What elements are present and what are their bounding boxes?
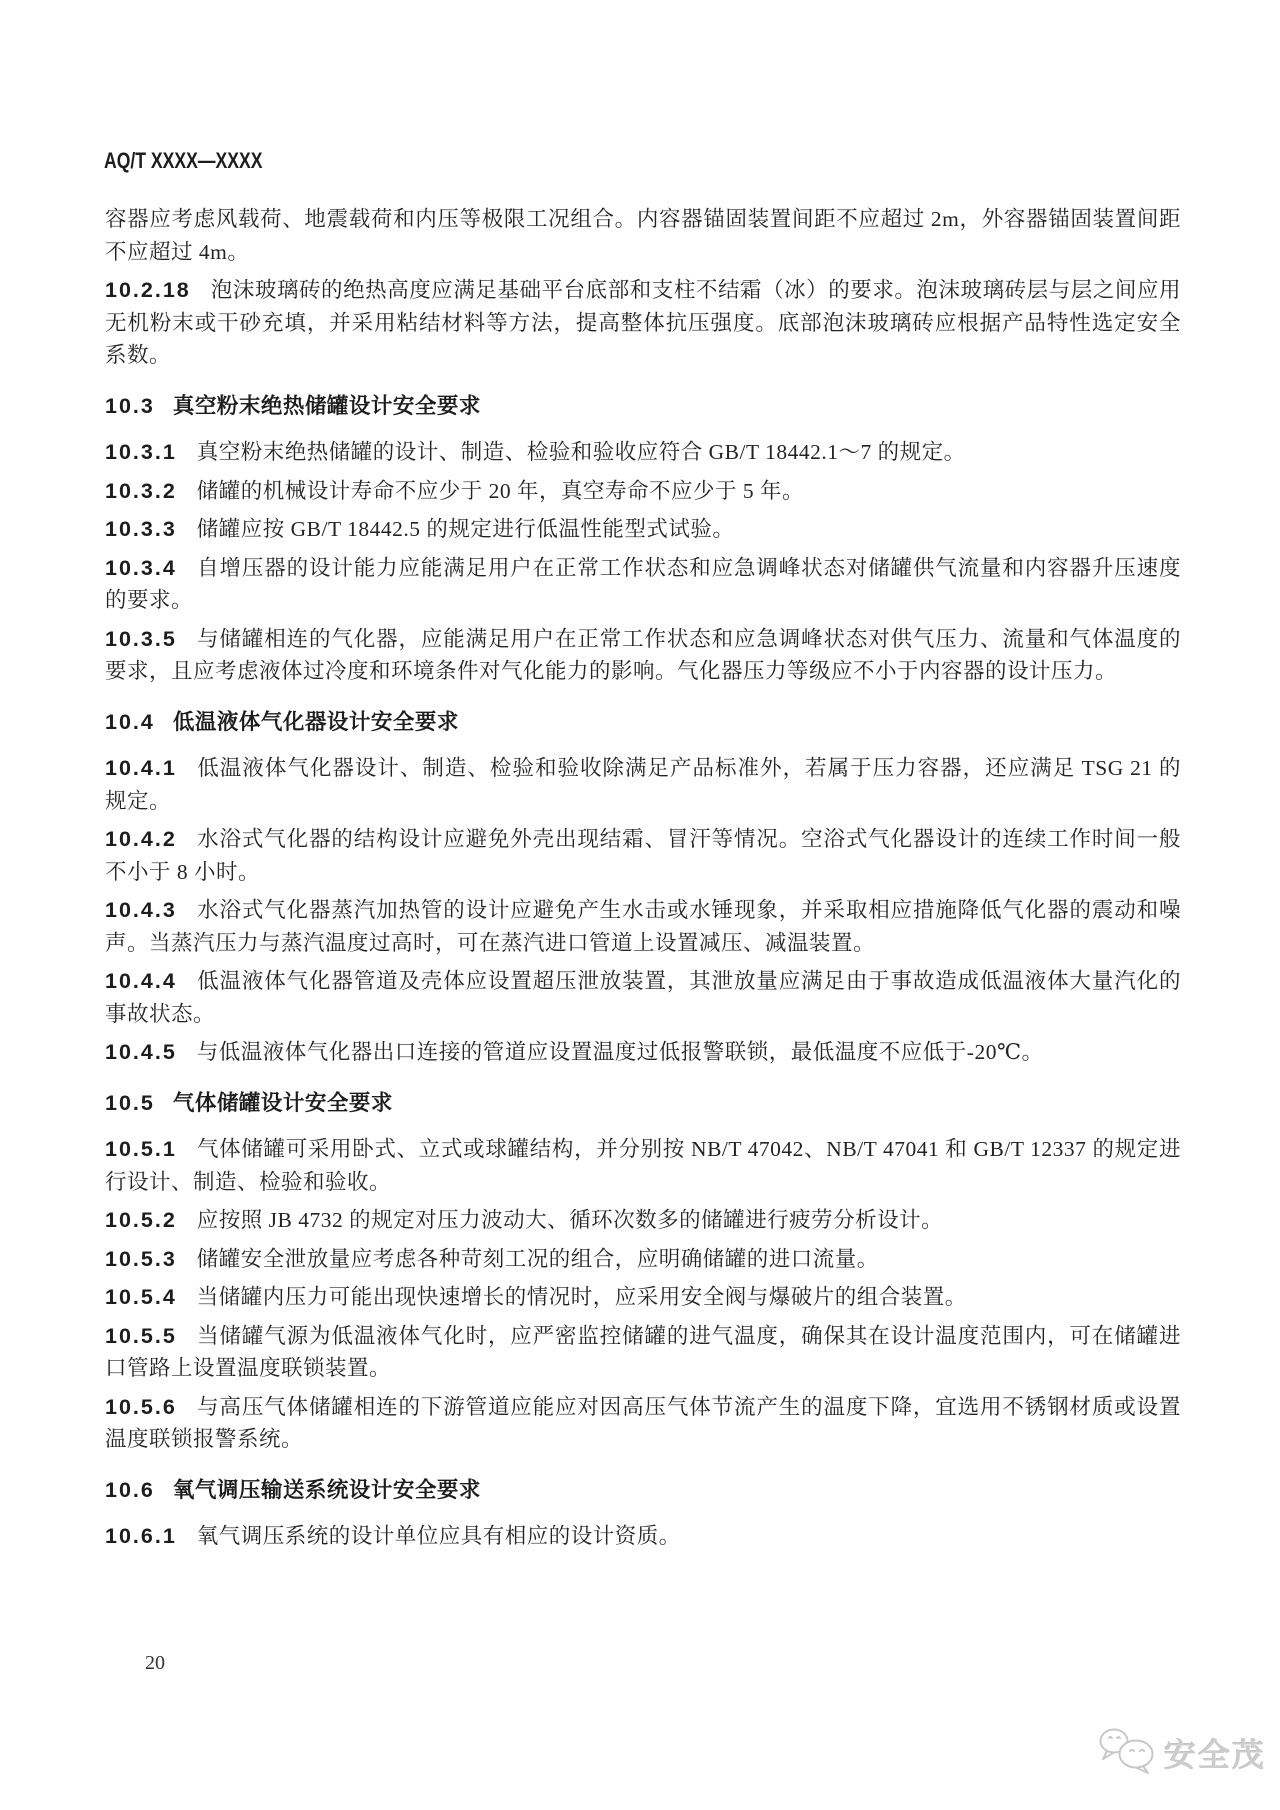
clause-text: 低温液体气化器设计、制造、检验和验收除满足产品标准外，若属于压力容器，还应满足 TSG 21 的规定。 bbox=[105, 756, 1181, 813]
clause-number: 10.3.3 bbox=[105, 517, 177, 541]
clause-text: 储罐的机械设计寿命不应少于 20 年，真空寿命不应少于 5 年。 bbox=[196, 478, 805, 503]
clause-number: 10.5.2 bbox=[105, 1208, 177, 1232]
heading-text: 氧气调压输送系统设计安全要求 bbox=[172, 1477, 481, 1502]
heading-number: 10.4 bbox=[105, 709, 155, 734]
clause-text: 与低温液体气化器出口连接的管道应设置温度过低报警联锁，最低温度不应低于-20℃。 bbox=[196, 1040, 1044, 1064]
section-heading bbox=[105, 1474, 1181, 1507]
clause-paragraph bbox=[105, 623, 1181, 688]
clause-text: 与储罐相连的气化器，应能满足用户在正常工作状态和应急调峰状态对供气压力、流量和气体温度的要求，且应考虑液体过冷度和环境条件对气化能力的影响。气化器压力等级应不小于内容器的设计压力。 bbox=[105, 626, 1181, 683]
clause-paragraph bbox=[105, 274, 1181, 372]
clause-paragraph bbox=[105, 1281, 1181, 1314]
clause-text: 储罐安全泄放量应考虑各种苛刻工况的组合，应明确储罐的进口流量。 bbox=[196, 1246, 879, 1271]
clause-paragraph bbox=[105, 1204, 1181, 1237]
heading-text: 低温液体气化器设计安全要求 bbox=[172, 709, 459, 734]
clause-text: 储罐应按 GB/T 18442.5 的规定进行低温性能型式试验。 bbox=[196, 517, 735, 541]
watermark bbox=[1096, 1726, 1266, 1779]
heading-text: 气体储罐设计安全要求 bbox=[172, 1090, 393, 1115]
clause-paragraph bbox=[105, 1243, 1181, 1276]
clause-number: 10.3.4 bbox=[105, 555, 177, 580]
clause-number: 10.4.5 bbox=[105, 1040, 177, 1064]
clause-number: 10.5.5 bbox=[105, 1323, 177, 1348]
clause-text: 与高压气体储罐相连的下游管道应能应对因高压气体节流产生的温度下降，宜选用不锈钢材质或设置温度联锁报警系统。 bbox=[105, 1394, 1181, 1451]
clause-text: 气体储罐可采用卧式、立式或球罐结构，并分别按 NB/T 47042、NB/T 47041 和 GB/T 12337 的规定进行设计、制造、检验和验收。 bbox=[105, 1137, 1181, 1194]
clause-number: 10.5.1 bbox=[105, 1137, 177, 1161]
clause-text: 应按照 JB 4732 的规定对压力波动大、循环次数多的储罐进行疲劳分析设计。 bbox=[196, 1208, 944, 1232]
standard-number-header: AQ/T XXXX—XXXX bbox=[104, 148, 263, 173]
clause-paragraph bbox=[105, 1391, 1181, 1456]
clause-paragraph bbox=[105, 823, 1181, 888]
clause-number: 10.2.18 bbox=[105, 278, 191, 302]
document-body bbox=[105, 203, 1181, 1559]
clause-text: 自增压器的设计能力应能满足用户在正常工作状态和应急调峰状态对储罐供气流量和内容器升压速度的要求。 bbox=[105, 555, 1181, 612]
watermark-text: 安全茂 bbox=[1163, 1736, 1266, 1773]
clause-number: 10.4.1 bbox=[105, 756, 177, 780]
clause-paragraph bbox=[105, 1320, 1181, 1385]
clause-paragraph bbox=[105, 894, 1181, 959]
clause-paragraph bbox=[105, 1036, 1181, 1069]
clause-number: 10.3.5 bbox=[105, 626, 177, 651]
section-heading bbox=[105, 390, 1181, 423]
clause-number: 10.5.6 bbox=[105, 1394, 177, 1419]
clause-number: 10.3.2 bbox=[105, 478, 177, 503]
section-heading bbox=[105, 706, 1181, 739]
chat-bubbles-icon bbox=[1096, 1726, 1158, 1779]
clause-text: 低温液体气化器管道及壳体应设置超压泄放装置，其泄放量应满足由于事故造成低温液体大量汽化的事故状态。 bbox=[105, 969, 1181, 1026]
clause-text: 氧气调压系统的设计单位应具有相应的设计资质。 bbox=[196, 1524, 681, 1548]
heading-number: 10.6 bbox=[105, 1477, 155, 1502]
paragraph-text: 容器应考虑风载荷、地震载荷和内压等极限工况组合。内容器锚固装置间距不应超过 2m，外容器锚固装置间距不应超过 4m。 bbox=[105, 207, 1181, 264]
page-number: 20 bbox=[145, 1652, 165, 1674]
clause-paragraph bbox=[105, 436, 1181, 469]
clause-number: 10.4.4 bbox=[105, 969, 177, 993]
clause-paragraph bbox=[105, 752, 1181, 817]
clause-paragraph bbox=[105, 1133, 1181, 1198]
clause-text: 真空粉末绝热储罐的设计、制造、检验和验收应符合 GB/T 18442.1～7 的规定。 bbox=[196, 440, 966, 464]
clause-paragraph bbox=[105, 513, 1181, 546]
clause-paragraph bbox=[105, 552, 1181, 617]
clause-number: 10.3.1 bbox=[105, 440, 177, 464]
clause-text: 水浴式气化器的结构设计应避免外壳出现结霜、冒汗等情况。空浴式气化器设计的连续工作时间一般不小于 8 小时。 bbox=[105, 827, 1181, 884]
heading-text: 真空粉末绝热储罐设计安全要求 bbox=[172, 393, 481, 418]
clause-number: 10.5.4 bbox=[105, 1285, 177, 1309]
clause-paragraph bbox=[105, 475, 1181, 508]
clause-number: 10.5.3 bbox=[105, 1246, 177, 1271]
body-paragraph bbox=[105, 203, 1181, 268]
heading-number: 10.3 bbox=[105, 393, 155, 418]
clause-number: 10.4.2 bbox=[105, 827, 177, 851]
clause-paragraph bbox=[105, 965, 1181, 1030]
clause-number: 10.4.3 bbox=[105, 898, 177, 922]
clause-text: 当储罐气源为低温液体气化时，应严密监控储罐的进气温度，确保其在设计温度范围内，可在储罐进口管路上设置温度联锁装置。 bbox=[105, 1323, 1181, 1380]
clause-number: 10.6.1 bbox=[105, 1524, 177, 1548]
clause-text: 当储罐内压力可能出现快速增长的情况时，应采用安全阀与爆破片的组合装置。 bbox=[196, 1285, 967, 1309]
clause-paragraph bbox=[105, 1520, 1181, 1553]
section-heading bbox=[105, 1087, 1181, 1120]
clause-text: 水浴式气化器蒸汽加热管的设计应避免产生水击或水锤现象，并采取相应措施降低气化器的震动和噪声。当蒸汽压力与蒸汽温度过高时，可在蒸汽进口管道上设置减压、减温装置。 bbox=[105, 898, 1181, 955]
clause-text: 泡沫玻璃砖的绝热高度应满足基础平台底部和支柱不结霜（冰）的要求。泡沫玻璃砖层与层之间应用无机粉末或干砂充填，并采用粘结材料等方法，提高整体抗压强度。底部泡沫玻璃砖应根据产品特性选定安全系数。 bbox=[105, 278, 1181, 367]
heading-number: 10.5 bbox=[105, 1090, 155, 1115]
